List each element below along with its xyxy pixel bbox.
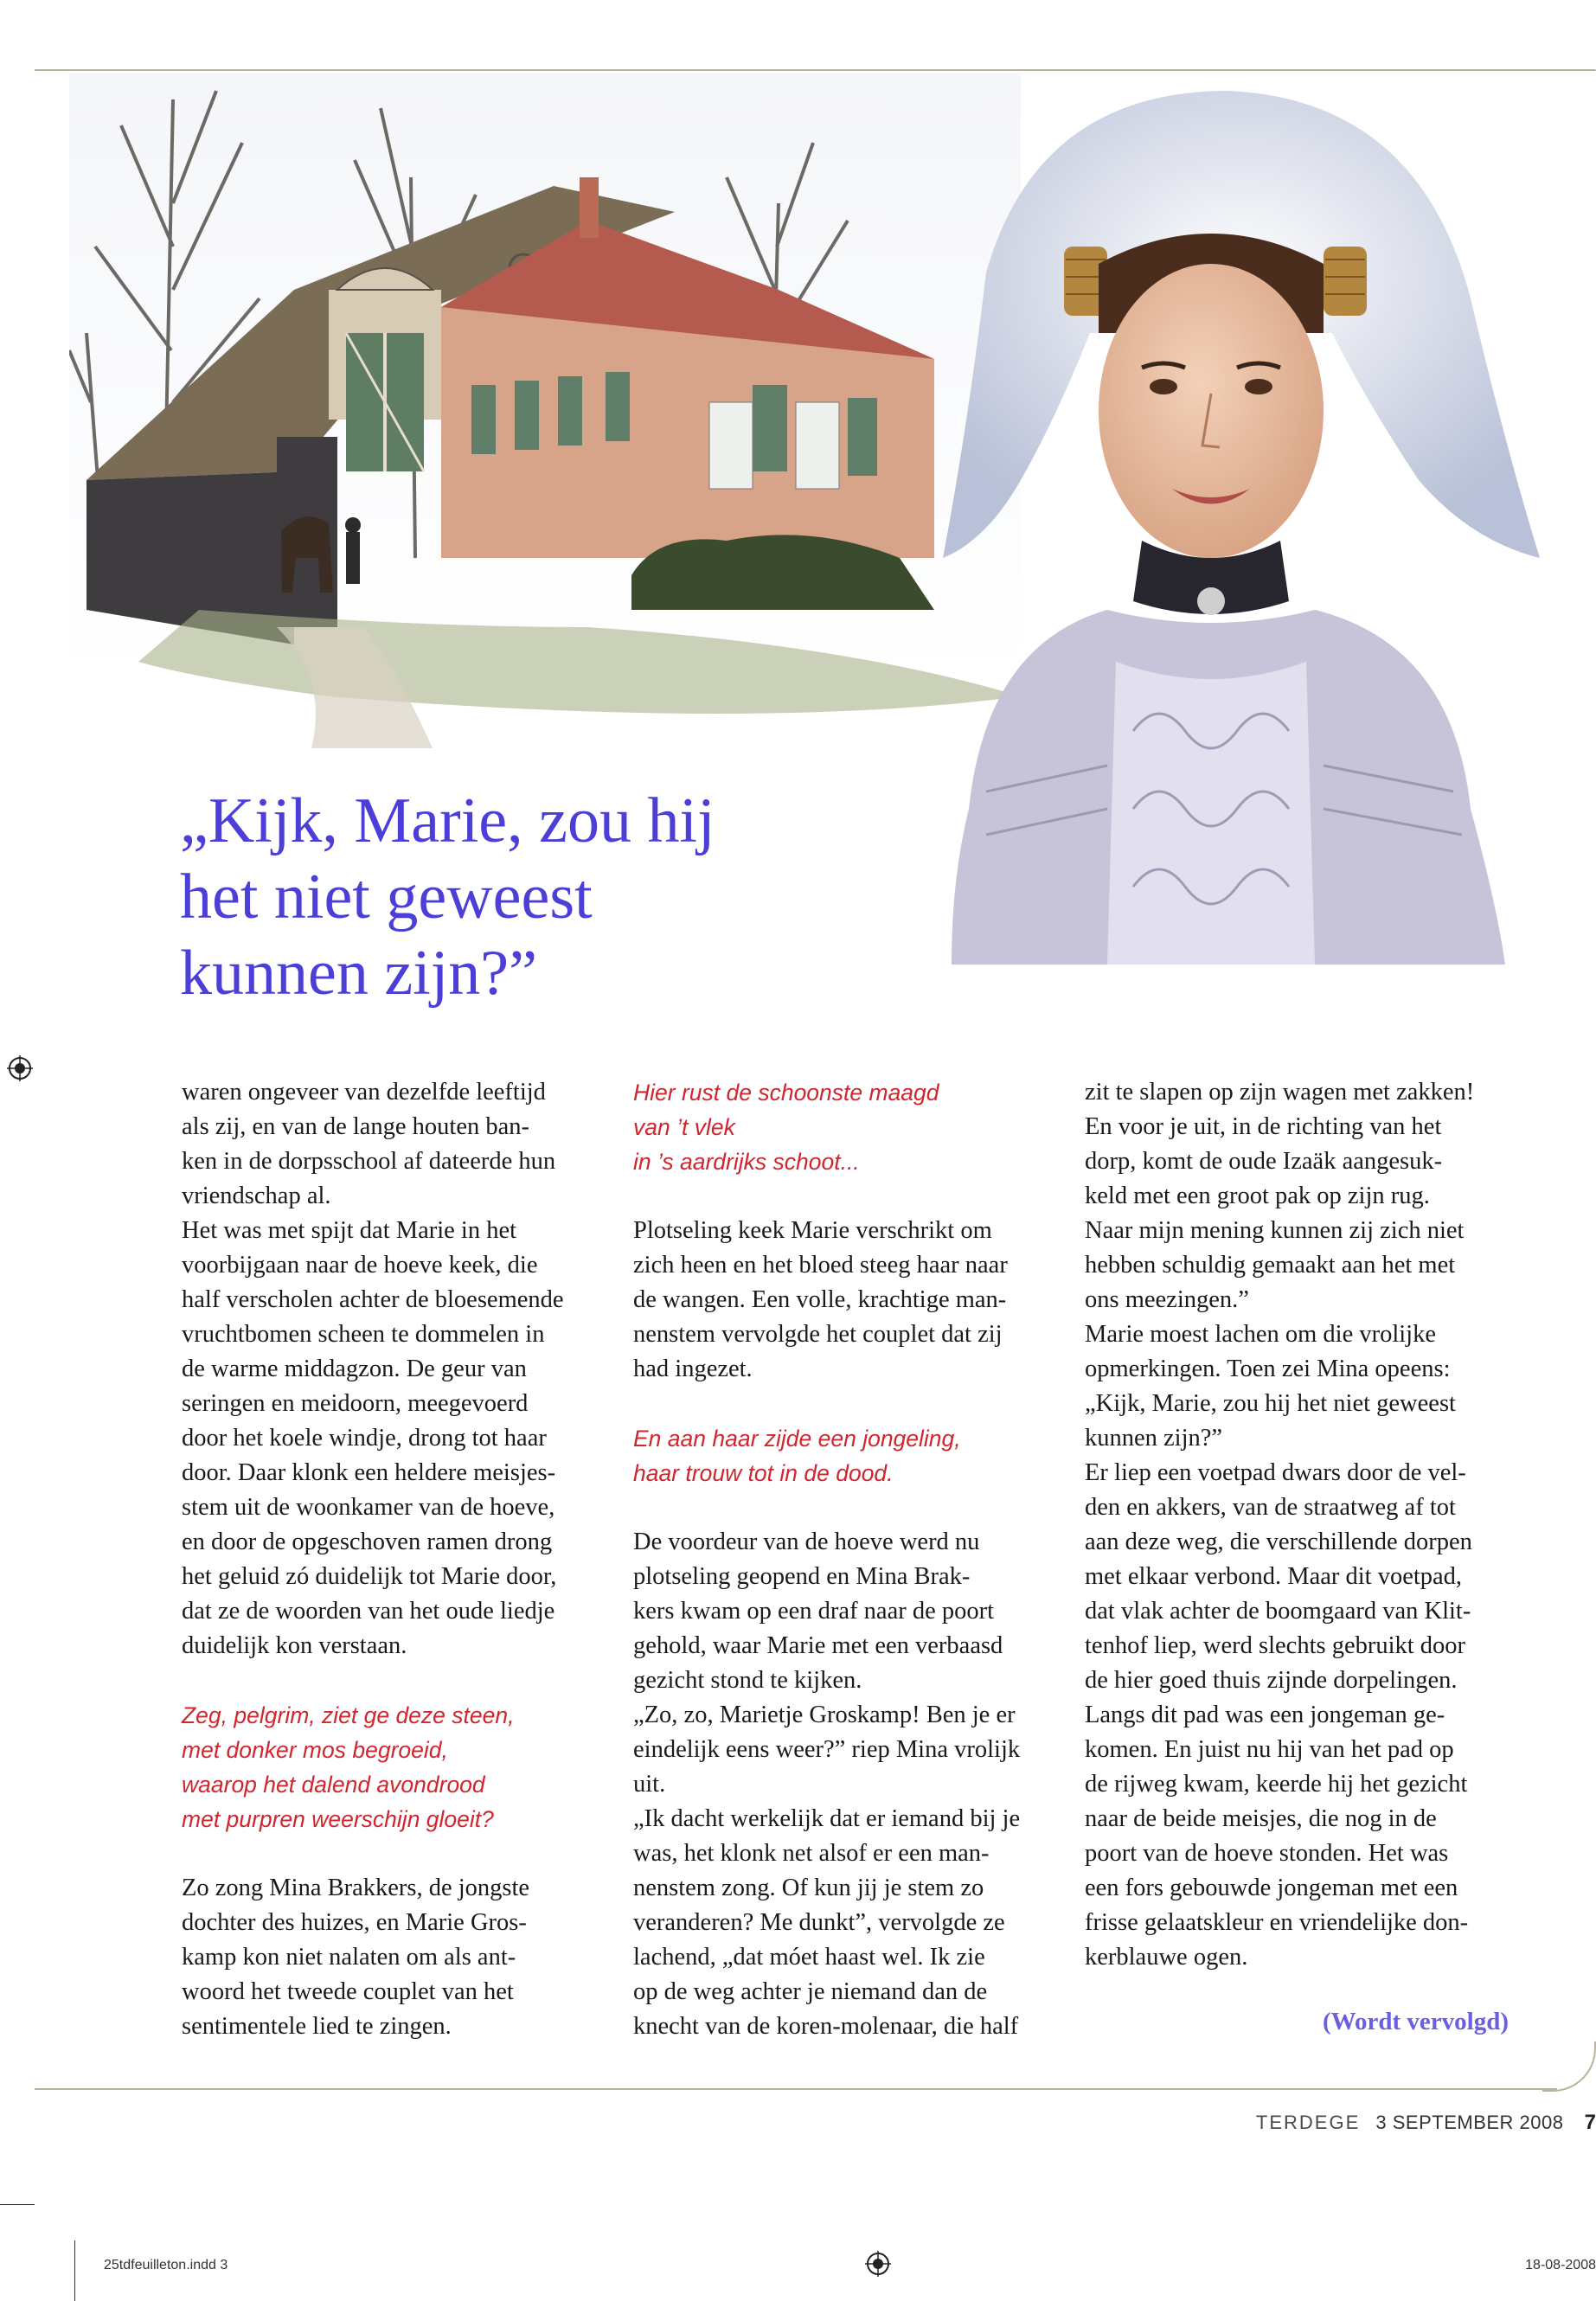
body-line: uit. [633,1771,666,1798]
headline-line: kunnen zijn?” [180,938,537,1009]
body-line: naar de beide meisjes, die nog in de [1085,1805,1437,1832]
body-line: Marie moest lachen om die vrolijke [1085,1321,1436,1348]
body-line: als zij, en van de lange houten ban- [182,1113,530,1140]
body-line: was, het klonk net alsof er een man- [633,1840,990,1867]
body-line: duidelijk kon verstaan. [182,1632,407,1659]
body-line: ons meezingen.” [1085,1286,1249,1313]
body-line: Het was met spijt dat Marie in het [182,1217,517,1244]
body-line: Er liep een voetpad dwars door de vel- [1085,1459,1466,1486]
body-line: zit te slapen op zijn wagen met zakken! [1085,1079,1475,1106]
body-line: de wangen. Een volle, krachtige man- [633,1286,1007,1313]
body-line: nenstem vervolgde het couplet dat zij [633,1321,1003,1348]
body-line: de warme middagzon. De geur van [182,1356,527,1382]
body-line: door. Daar klonk een heldere meisjes- [182,1459,556,1486]
verse-line: met purpren weerschijn gloeit? [182,1806,494,1832]
woman-portrait [943,91,1540,965]
body-line: De voordeur van de hoeve werd nu [633,1529,980,1555]
body-line: gezicht stond te kijken. [633,1667,862,1694]
body-line: kerblauwe ogen. [1085,1944,1248,1971]
issue-date: 3 SEPTEMBER 2008 [1375,2112,1564,2133]
crop-mark [74,2240,75,2301]
body-line: dochter des huizes, en Marie Gros- [182,1909,527,1936]
crop-mark [0,2204,35,2205]
headline-line: „Kijk, Marie, zou hij [180,785,715,856]
body-line: en door de opgeschoven ramen drong [182,1529,553,1555]
verse-line: met donker mos begroeid, [182,1737,448,1763]
magazine-name: TERDEGE [1255,2112,1361,2133]
body-line: woord het tweede couplet van het [182,1978,514,2005]
top-frame-rule [35,69,1596,71]
registration-mark-icon [865,2251,891,2277]
body-line: gehold, waar Marie met een verbaasd [633,1632,1003,1659]
body-line: opmerkingen. Toen zei Mina opeens: [1085,1356,1451,1382]
body-line: tenhof liep, werd slechts gebruikt door [1085,1632,1466,1659]
body-line: aan deze weg, die verschillende dorpen [1085,1529,1472,1555]
headline-line: het niet geweest [180,862,593,933]
paragraph-gap [633,1179,1066,1214]
verse-line: waarop het dalend avondrood [182,1772,485,1798]
text-column-2 [633,1075,1066,2044]
page-number: 7 [1584,2111,1596,2134]
body-line: keld met een groot pak op zijn rug. [1085,1183,1430,1209]
body-line: den en akkers, van de straatweg af tot [1085,1494,1456,1521]
body-line: ken in de dorpsschool af dateerde hun [182,1148,556,1175]
verse-line: Zeg, pelgrim, ziet ge deze steen, [182,1702,515,1728]
body-line: zich heen en het bloed steeg haar naar [633,1252,1008,1279]
body-line: had ingezet. [633,1356,753,1382]
body-line: op de weg achter je niemand dan de [633,1978,988,2005]
body-line: En voor je uit, in de richting van het [1085,1113,1442,1140]
print-slug-filename: 25tdfeuilleton.indd 3 [104,2258,228,2272]
registration-mark-icon [7,1055,33,1081]
text-column-3 [1085,1075,1526,1975]
body-line: poort van de hoeve stonden. Het was [1085,1840,1449,1867]
body-line: kunnen zijn?” [1085,1425,1223,1452]
headline [180,783,958,1011]
body-line: half verscholen achter de bloesemende [182,1286,564,1313]
body-line: Plotseling keek Marie verschrikt om [633,1217,992,1244]
verse-line: Hier rust de schoonste maagd [633,1080,939,1106]
body-line: knecht van de koren-molenaar, die half [633,2013,1019,2040]
paragraph-gap [633,1387,1066,1421]
body-line: Naar mijn mening kunnen zij zich niet [1085,1217,1465,1244]
body-line: dat vlak achter de boomgaard van Klit- [1085,1598,1471,1625]
body-line: plotseling geopend en Mina Brak- [633,1563,971,1590]
body-line: komen. En juist nu hij van het pad op [1085,1736,1454,1763]
verse-line: haar trouw tot in de dood. [633,1460,894,1486]
body-line: sentimentele lied te zingen. [182,2013,452,2040]
verse-line: van ’t vlek [633,1114,735,1140]
body-line: Zo zong Mina Brakkers, de jongste [182,1875,530,1901]
body-line: veranderen? Me dunkt”, vervolgde ze [633,1909,1005,1936]
body-line: nenstem zong. Of kun jij je stem zo [633,1875,984,1901]
page-footer [1256,2111,1596,2135]
body-line: kamp kon niet nalaten om als ant- [182,1944,516,1971]
verse-line: in ’s aardrijks schoot... [633,1149,860,1175]
body-line: voorbijgaan naar de hoeve keek, die [182,1252,538,1279]
body-line: „Kijk, Marie, zou hij het niet geweest [1085,1390,1456,1417]
body-line: eindelijk eens weer?” riep Mina vrolijk [633,1736,1021,1763]
body-line: vruchtbomen scheen te dommelen in [182,1321,545,1348]
body-line: frisse gelaatskleur en vriendelijke don- [1085,1909,1469,1936]
body-line: seringen en meidoorn, meegevoerd [182,1390,529,1417]
verse-line: En aan haar zijde een jongeling, [633,1426,961,1452]
body-line: de rijweg kwam, keerde hij het gezicht [1085,1771,1468,1798]
to-be-continued: (Wordt vervolgd) [1322,2008,1509,2035]
text-column-1 [182,1075,614,2044]
body-line: stem uit de woonkamer van de hoeve, [182,1494,555,1521]
body-line: de hier goed thuis zijnde dorpelingen. [1085,1667,1458,1694]
print-slug-date: 18-08-2008 [1525,2258,1596,2272]
body-line: „Ik dacht werkelijk dat er iemand bij je [633,1805,1021,1832]
body-line: vriendschap al. [182,1183,331,1209]
body-line: waren ongeveer van dezelfde leeftijd [182,1079,546,1106]
paragraph-gap [182,1836,614,1871]
horse-and-man [281,516,361,593]
body-line: een fors gebouwde jongeman met een [1085,1875,1458,1901]
body-line: met elkaar verbond. Maar dit voetpad, [1085,1563,1463,1590]
body-line: dat ze de woorden van het oude liedje [182,1598,555,1625]
paragraph-gap [182,1663,614,1698]
body-line: dorp, komt de oude Izaäk aangesuk- [1085,1148,1443,1175]
paragraph-gap [633,1490,1066,1525]
bottom-frame-corner [1542,2041,1596,2092]
body-line: kers kwam op een draf naar de poort [633,1598,995,1625]
body-line: het geluid zó duidelijk tot Marie door, [182,1563,557,1590]
body-line: door het koele windje, drong tot haar [182,1425,547,1452]
body-line: „Zo, zo, Marietje Groskamp! Ben je er [633,1702,1016,1728]
body-line: Langs dit pad was een jongeman ge- [1085,1702,1445,1728]
body-line: lachend, „dat móet haast wel. Ik zie [633,1944,985,1971]
body-line: hebben schuldig gemaakt aan het met [1085,1252,1456,1279]
bottom-frame-rule [35,2088,1557,2090]
